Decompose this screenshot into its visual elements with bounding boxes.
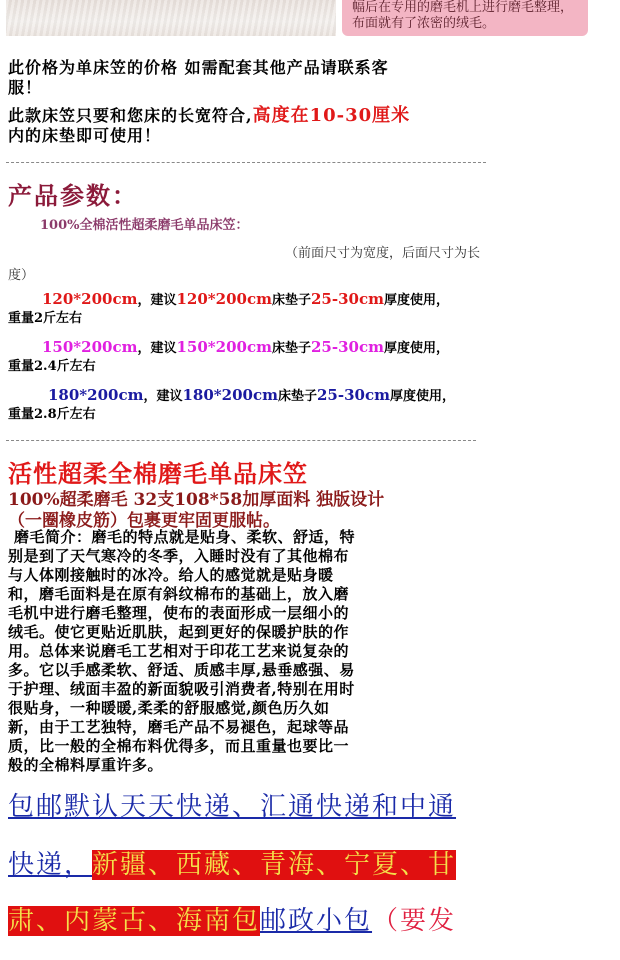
size-150-range: 25-30cm	[311, 338, 384, 356]
desc-line: 磨毛简介：磨毛的特点就是贴身、柔软、舒适，特	[14, 528, 356, 546]
desc-line: 毛机中进行磨毛整理，使布的表面形成一层细小的	[8, 604, 350, 622]
size-note	[8, 242, 480, 283]
desc-line: 很贴身，一种暖暖,柔柔的舒服感觉,颜色历久如	[8, 699, 330, 717]
shipping-couriers: 包邮默认天天快递、汇通快递和中通	[8, 792, 457, 822]
desc-line: 与人体刚接触时的冰冷。给人的感觉就是贴身暖	[8, 566, 334, 584]
height-range: 高度在10-30厘米	[252, 105, 411, 126]
product-description	[8, 528, 478, 775]
size-180-mattress: 床垫子	[277, 389, 317, 404]
size-150: 150*200cm	[42, 338, 138, 356]
desc-line: 新，由于工艺独特，磨毛产品不易褪色，起球等品	[8, 718, 350, 736]
size-row-180	[8, 386, 483, 424]
size-150-mid: ，建议	[137, 341, 177, 356]
remote-regions-2: 肃、内蒙古、海南包	[8, 906, 261, 936]
size-note-line-1: （前面尺寸为宽度，后面尺寸为长	[284, 246, 480, 261]
size-note-line-2: 度）	[8, 268, 35, 283]
size-120-mattress: 床垫子	[271, 293, 311, 308]
params-subtitle: 100%全棉活性超柔磨毛单品床笠：	[40, 218, 249, 233]
desc-line: 般的全棉料厚重许多。	[8, 756, 164, 774]
desc-line: 绒毛。使它更贴近肌肤，起到更好的保暖护肤的作	[8, 623, 350, 641]
fabric-photo	[6, 0, 336, 36]
size-120-range: 25-30cm	[311, 290, 384, 308]
size-120-mid: ，建议	[137, 293, 177, 308]
shipping-tail: （要发	[372, 906, 457, 936]
post-parcel: 邮政小包	[260, 906, 373, 936]
desc-line: 用。总体来说磨毛工艺相对于印花工艺来说复杂的	[8, 642, 350, 660]
shipping-courier-end: 快递，	[8, 850, 93, 880]
weight-120: 重量2斤左右	[8, 311, 83, 326]
caption-line-1: 幅后在专用的磨毛机上进行磨毛整理，	[352, 0, 574, 15]
size-180-mid: ，建议	[143, 389, 183, 404]
desc-line: 于护理、绒面丰盈的新面貌吸引消费者,特别在用时	[8, 680, 355, 698]
size-180-range: 25-30cm	[317, 386, 390, 404]
size-150-end: 厚度使用，	[383, 341, 449, 356]
size-120: 120*200cm	[42, 290, 138, 308]
notice-line-2: 服！	[8, 78, 43, 97]
desc-line: 和，磨毛面料是在原有斜纹棉布的基础上，放入磨	[8, 585, 350, 603]
size-row-150	[8, 338, 483, 376]
caption-line-2: 布面就有了浓密的绒毛。	[352, 16, 496, 31]
spec-line-2: （一圈橡皮筋）包裹更牢固更服帖。	[8, 511, 280, 531]
shipping-line-1	[8, 792, 478, 822]
desc-line: 多。它以手感柔软、舒适、质感丰厚,悬垂感强、易	[8, 661, 355, 679]
notice-line-1: 此价格为单床笠的价格 如需配套其他产品请联系客	[8, 58, 389, 77]
size-120-end: 厚度使用，	[383, 293, 449, 308]
remote-regions-1: 新疆、西藏、青海、宁夏、甘	[92, 850, 457, 880]
spec-line-1: 100%超柔磨毛 32支108*58加厚面料 独版设计	[8, 490, 385, 510]
size-150-mattress: 床垫子	[271, 341, 311, 356]
weight-180: 重量2.8斤左右	[8, 407, 96, 422]
weight-150: 重量2.4斤左右	[8, 359, 96, 374]
notice-line-3: 此款床笠只要和您床的长宽符合,	[8, 106, 253, 125]
size-150-suggest: 150*200cm	[176, 338, 272, 356]
size-row-120	[8, 290, 483, 328]
size-notice	[8, 106, 488, 146]
size-180: 180*200cm	[48, 386, 144, 404]
price-notice	[8, 58, 488, 98]
divider-2	[6, 440, 476, 441]
product-spec	[8, 490, 488, 532]
product-title: 活性超柔全棉磨毛单品床笠	[8, 459, 308, 488]
notice-line-4: 内的床垫即可使用！	[8, 126, 162, 145]
size-180-suggest: 180*200cm	[182, 386, 278, 404]
divider-1	[6, 162, 486, 163]
desc-line: 质，比一般的全棉布料优得多，而且重量也要比一	[8, 737, 350, 755]
shipping-line-3	[8, 906, 478, 936]
photo-caption	[342, 0, 588, 36]
size-180-end: 厚度使用，	[389, 389, 455, 404]
shipping-line-2	[8, 850, 478, 880]
size-120-suggest: 120*200cm	[176, 290, 272, 308]
params-title: 产品参数：	[8, 181, 138, 210]
desc-line: 别是到了天气寒冷的冬季，入睡时没有了其他棉布	[8, 547, 350, 565]
